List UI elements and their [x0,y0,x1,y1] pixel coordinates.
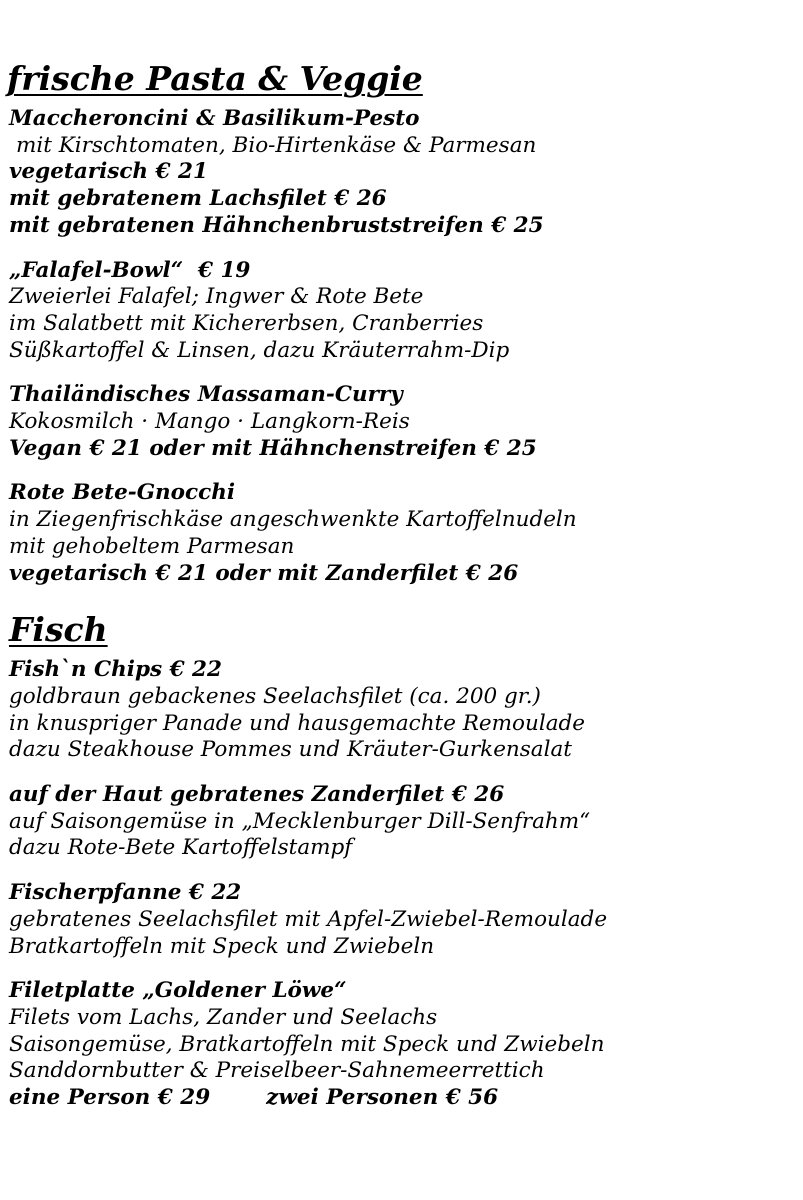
dish-price-one-person: eine Person € 29 [9,1085,211,1111]
dish-price: vegetarisch € 21 oder mit Zanderfilet € 26 [9,560,519,586]
dish-price: mit gebratenem Lachsfilet € 26 [9,186,387,212]
dish-price-row [9,1085,799,1112]
dish-description: Sanddornbutter & Preiselbeer-Sahnemeerrettich [9,1058,545,1084]
dish-name: Filetplatte „Goldener Löwe“ [9,978,347,1004]
dish-description: Saisongemüse, Bratkartoffeln mit Speck und Zwiebeln [9,1031,605,1057]
dish-filetplatte [9,978,799,1112]
section-title-pasta-veggie: frische Pasta & Veggie [7,59,423,98]
dish-zanderfilet [9,782,799,862]
menu-page [9,58,799,1112]
dish-name: Thailändisches Massaman-Curry [9,382,403,408]
dish-price: vegetarisch € 21 [9,159,208,185]
dish-rote-bete-gnocchi [9,480,799,587]
dish-fischerpfanne [9,880,799,960]
dish-maccheroncini [9,106,799,240]
dish-description: Bratkartoffeln mit Speck und Zwiebeln [9,933,435,959]
dish-price-two-persons: zwei Personen € 56 [266,1085,499,1111]
dish-description: dazu Rote-Bete Kartoffelstampf [9,835,353,861]
dish-name: Fischerpfanne € 22 [9,880,242,906]
dish-description: Filets vom Lachs, Zander und Seelachs [9,1004,438,1030]
dish-description: in knuspriger Panade und hausgemachte Remoulade [9,710,586,736]
dish-price: mit gebratenen Hähnchenbruststreifen € 25 [9,212,544,238]
dish-description: gebratenes Seelachsfilet mit Apfel-Zwiebel-Remoulade [9,906,608,932]
dish-description: Zweierlei Falafel; Ingwer & Rote Bete [9,284,424,310]
dish-description: mit gehobeltem Parmesan [9,533,295,559]
dish-massaman-curry [9,382,799,462]
dish-name: „Falafel-Bowl“ € 19 [9,257,251,283]
section-title-fisch: Fisch [9,610,108,650]
dish-name: Maccheroncini & Basilikum-Pesto [9,106,420,131]
dish-name: auf der Haut gebratenes Zanderfilet € 26 [9,782,505,808]
dish-description: dazu Steakhouse Pommes und Kräuter-Gurkensalat [9,737,572,763]
dish-description: Kokosmilch · Mango · Langkorn-Reis [9,409,410,435]
dish-falafel-bowl [9,258,799,365]
dish-price: Vegan € 21 oder mit Hähnchenstreifen € 25 [9,435,537,461]
dish-name: Rote Bete-Gnocchi [9,480,236,506]
dish-description: auf Saisongemüse in „Mecklenburger Dill-Senfrahm“ [9,808,591,834]
dish-description: in Ziegenfrischkäse angeschwenkte Kartoffelnudeln [9,507,577,533]
dish-description: goldbraun gebackenes Seelachsfilet (ca. 200 gr.) [9,683,541,709]
dish-fish-n-chips [9,657,799,764]
dish-description: im Salatbett mit Kichererbsen, Cranberries [9,310,484,336]
dish-description: mit Kirschtomaten, Bio-Hirtenkäse & Parmesan [16,132,537,158]
dish-name: Fish`n Chips € 22 [9,657,222,683]
dish-description: Süßkartoffel & Linsen, dazu Kräuterrahm-Dip [9,337,510,363]
